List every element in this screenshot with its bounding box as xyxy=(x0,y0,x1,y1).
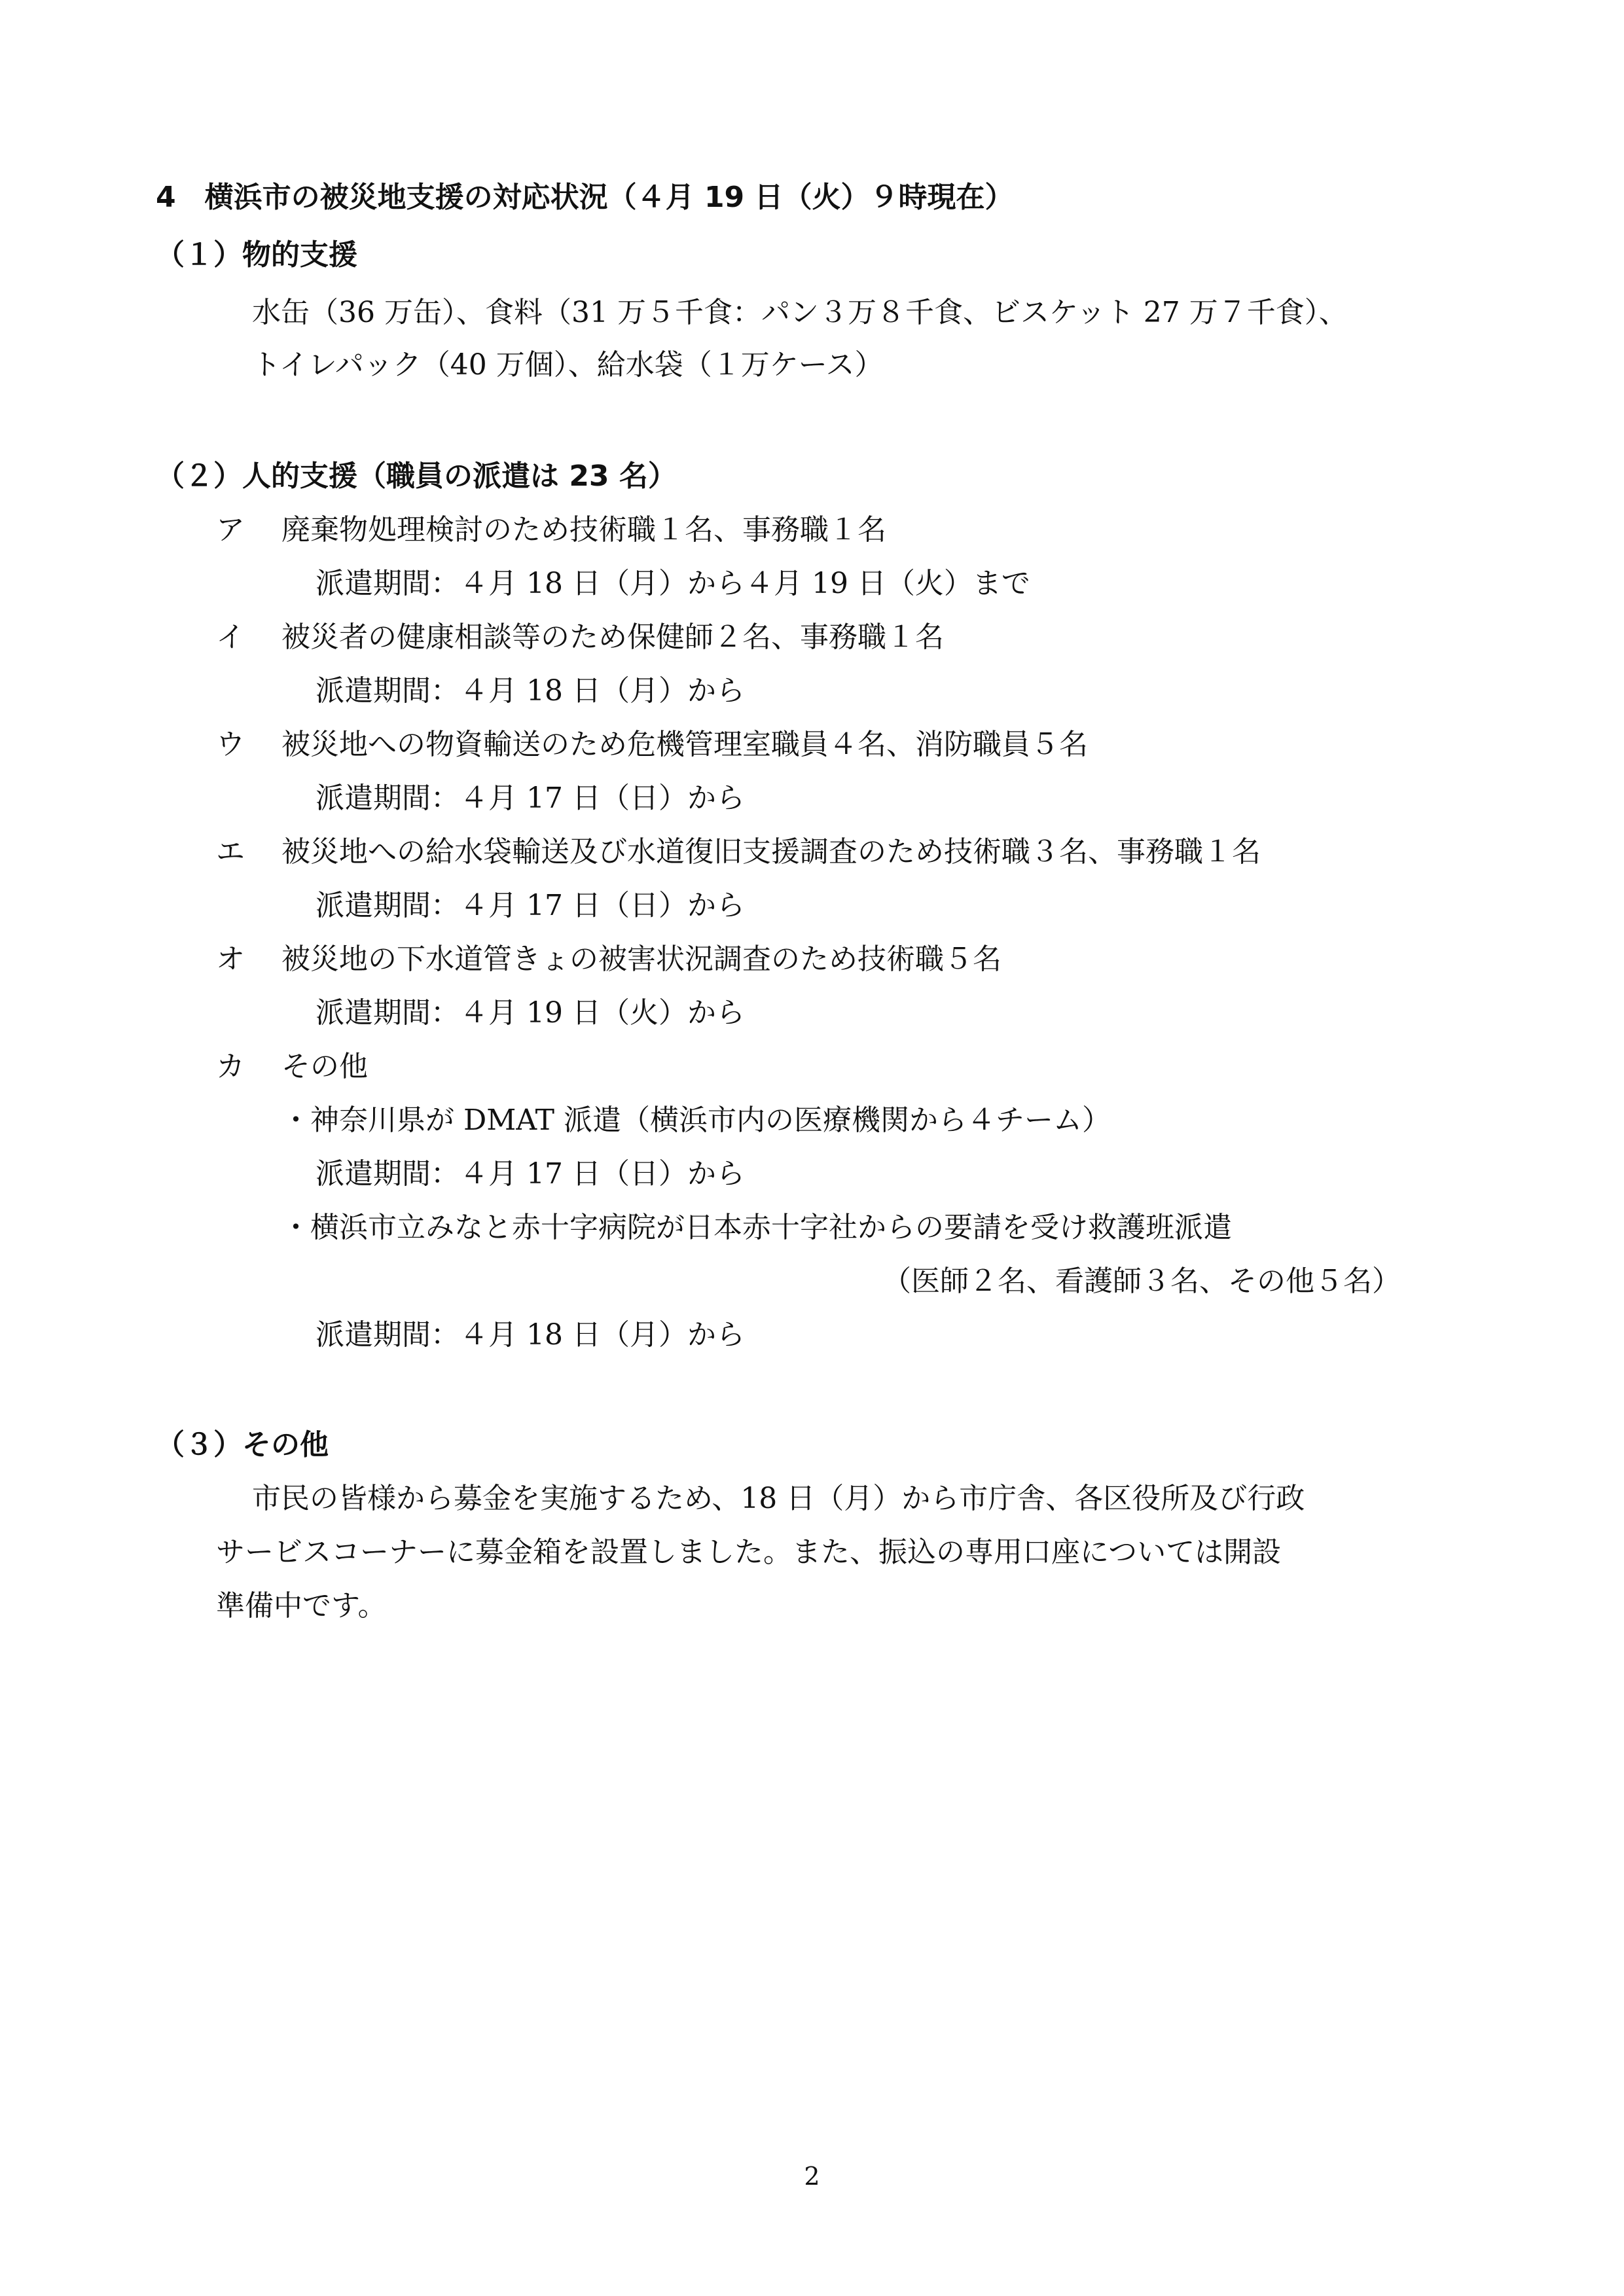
item-a-marker: ア xyxy=(216,513,245,547)
material-support-line-2: トイレパック（40 万個）、給水袋（１万ケース） xyxy=(252,348,884,382)
item-u-text: 被災地への物資輸送のため危機管理室職員４名、消防職員５名 xyxy=(281,728,1088,761)
item-e-text: 被災地への給水袋輸送及び水道復旧支援調査のため技術職３名、事務職１名 xyxy=(281,835,1261,869)
other-sub1-period: 派遣期間：４月 17 日（日）から xyxy=(316,1157,745,1191)
section-number: 4 xyxy=(156,181,176,214)
item-i-text: 被災者の健康相談等のため保健師２名、事務職１名 xyxy=(281,620,944,654)
other-sub1-text: ・神奈川県が DMAT 派遣（横浜市内の医療機関から４チーム） xyxy=(281,1103,1111,1137)
item-ka-marker: カ xyxy=(216,1050,245,1083)
item-u-period: 派遣期間：４月 17 日（日）から xyxy=(316,781,745,815)
section-title xyxy=(156,178,1014,217)
item-i-marker: イ xyxy=(216,620,245,654)
misc-heading: （３）その他 xyxy=(156,1428,329,1462)
item-i-period: 派遣期間：４月 18 日（月）から xyxy=(316,674,745,708)
material-support-heading: （１）物的支援 xyxy=(156,238,357,272)
human-support-heading: （２）人的支援（職員の派遣は 23 名） xyxy=(156,459,677,493)
item-a-text: 廃棄物処理検討のため技術職１名、事務職１名 xyxy=(281,513,886,547)
other-sub2-text: ・横浜市立みなと赤十字病院が日本赤十字社からの要請を受け救護班派遣 xyxy=(281,1211,1232,1244)
item-e-marker: エ xyxy=(216,835,245,869)
item-ka-text: その他 xyxy=(281,1050,368,1083)
item-o-marker: オ xyxy=(216,942,245,976)
other-sub2-period: 派遣期間：４月 18 日（月）から xyxy=(316,1318,745,1352)
misc-line-1: 市民の皆様から募金を実施するため、18 日（月）から市庁舎、各区役所及び行政 xyxy=(252,1482,1305,1515)
material-support-line-1: 水缶（36 万缶）、食料（31 万５千食：パン３万８千食、ビスケット 27 万７千食）、 xyxy=(252,296,1348,329)
item-u-marker: ウ xyxy=(216,728,245,761)
page-number: 2 xyxy=(804,2162,820,2191)
item-e-period: 派遣期間：４月 17 日（日）から xyxy=(316,889,745,922)
item-o-period: 派遣期間：４月 19 日（火）から xyxy=(316,996,745,1030)
misc-line-2: サービスコーナーに募金箱を設置しました。また、振込の専用口座については開設 xyxy=(216,1535,1282,1569)
item-o-text: 被災地の下水道管きょの被害状況調査のため技術職５名 xyxy=(281,942,1001,976)
section-title-text: 横浜市の被災地支援の対応状況（４月 19 日（火）９時現在） xyxy=(204,181,1014,214)
other-sub2-detail: （医師２名、看護師３名、その他５名） xyxy=(882,1265,1401,1298)
item-a-period: 派遣期間：４月 18 日（月）から４月 19 日（火）まで xyxy=(316,567,1030,600)
misc-line-3: 準備中です。 xyxy=(216,1589,387,1623)
